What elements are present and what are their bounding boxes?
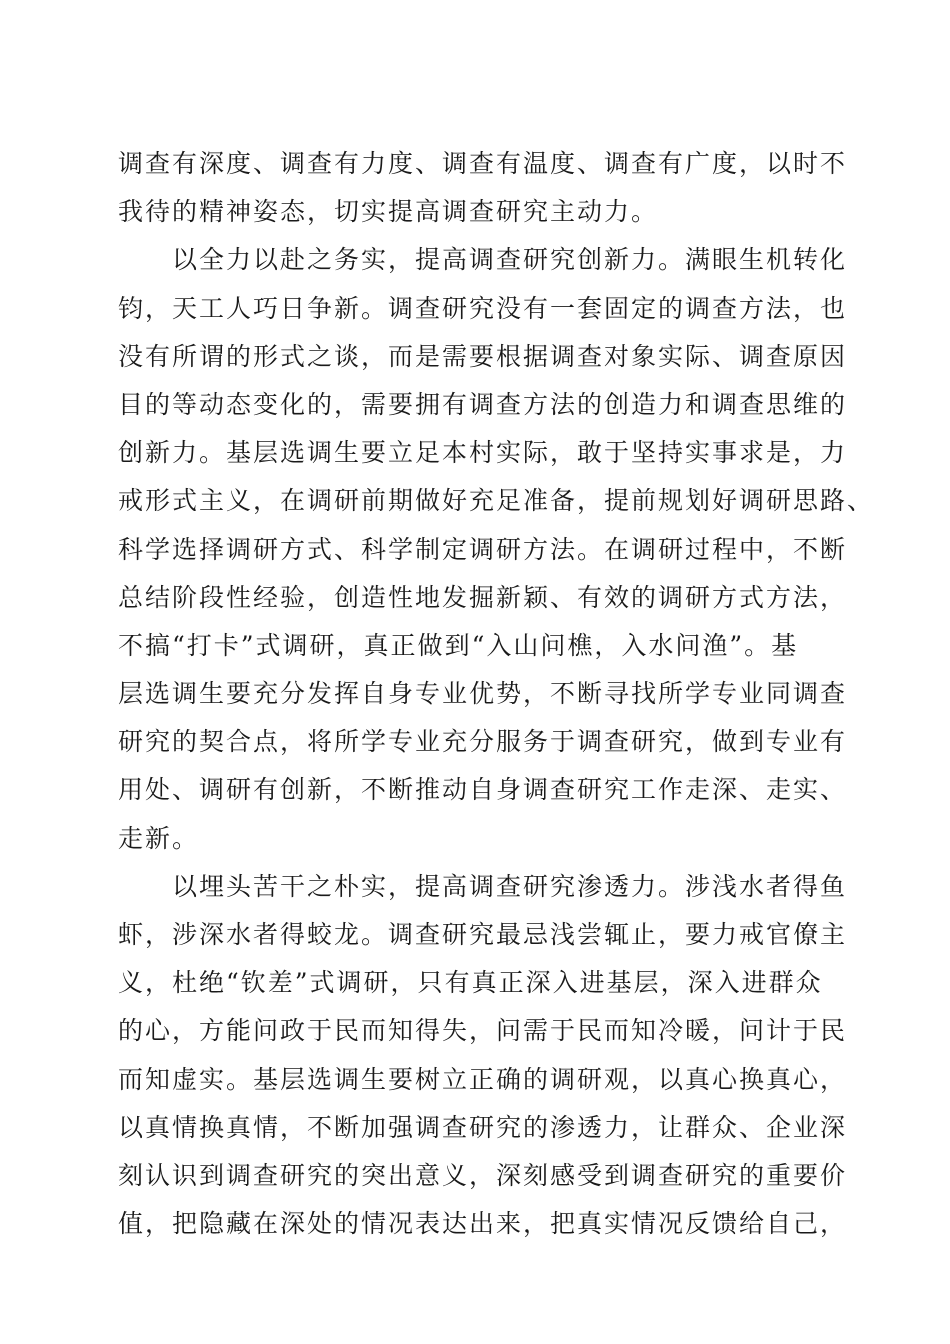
text-line: 以真情换真情，不断加强调查研究的渗透力，让群众、企业深 — [118, 1112, 848, 1142]
text-line: 走新。 — [118, 823, 200, 853]
text-line: 不搞“打卡”式调研，真正做到“入山问樵，入水问渔”。基 — [118, 630, 799, 660]
text-line: 戒形式主义，在调研前期做好充足准备，提前规划好调研思路、 — [118, 486, 875, 516]
text-line: 刻认识到调查研究的突出意义，深刻感受到调查研究的重要价 — [118, 1160, 848, 1190]
text-line: 值，把隐藏在深处的情况表达出来，把真实情况反馈给自己， — [118, 1209, 848, 1239]
text-line: 我待的精神姿态，切实提高调查研究主动力。 — [118, 197, 659, 227]
text-line: 义，杜绝“钦差”式调研，只有真正深入进基层，深入进群众 — [118, 968, 823, 998]
text-line: 创新力。基层选调生要立足本村实际，敢于坚持实事求是，力 — [118, 438, 848, 468]
text-line: 研究的契合点，将所学专业充分服务于调查研究，做到专业有 — [118, 727, 848, 757]
body-text — [118, 140, 875, 1248]
text-line: 的心，方能问政于民而知得失，问需于民而知冷暖，问计于民 — [118, 1016, 848, 1046]
text-line: 钧，天工人巧日争新。调查研究没有一套固定的调查方法，也 — [118, 293, 848, 323]
text-line: 调查有深度、调查有力度、调查有温度、调查有广度，以时不 — [118, 149, 848, 178]
text-line: 层选调生要充分发挥自身专业优势，不断寻找所学专业同调查 — [118, 679, 848, 709]
text-line: 没有所谓的形式之谈，而是需要根据调查对象实际、调查原因 — [118, 341, 848, 371]
text-line: 总结阶段性经验，创造性地发掘新颖、有效的调研方式方法， — [118, 582, 848, 612]
text-line: 用处、调研有创新，不断推动自身调查研究工作走深、走实、 — [118, 775, 848, 805]
text-line: 以全力以赴之务实，提高调查研究创新力。满眼生机转化 — [118, 245, 848, 275]
text-line: 目的等动态变化的，需要拥有调查方法的创造力和调查思维的 — [118, 389, 848, 419]
text-line: 虾，涉深水者得蛟龙。调查研究最忌浅尝辄止，要力戒官僚主 — [118, 920, 848, 949]
text-line: 以埋头苦干之朴实，提高调查研究渗透力。涉浅水者得鱼 — [118, 871, 848, 901]
text-line: 而知虚实。基层选调生要树立正确的调研观，以真心换真心， — [118, 1064, 848, 1094]
text-line: 科学选择调研方式、科学制定调研方法。在调研过程中，不断 — [118, 534, 848, 564]
